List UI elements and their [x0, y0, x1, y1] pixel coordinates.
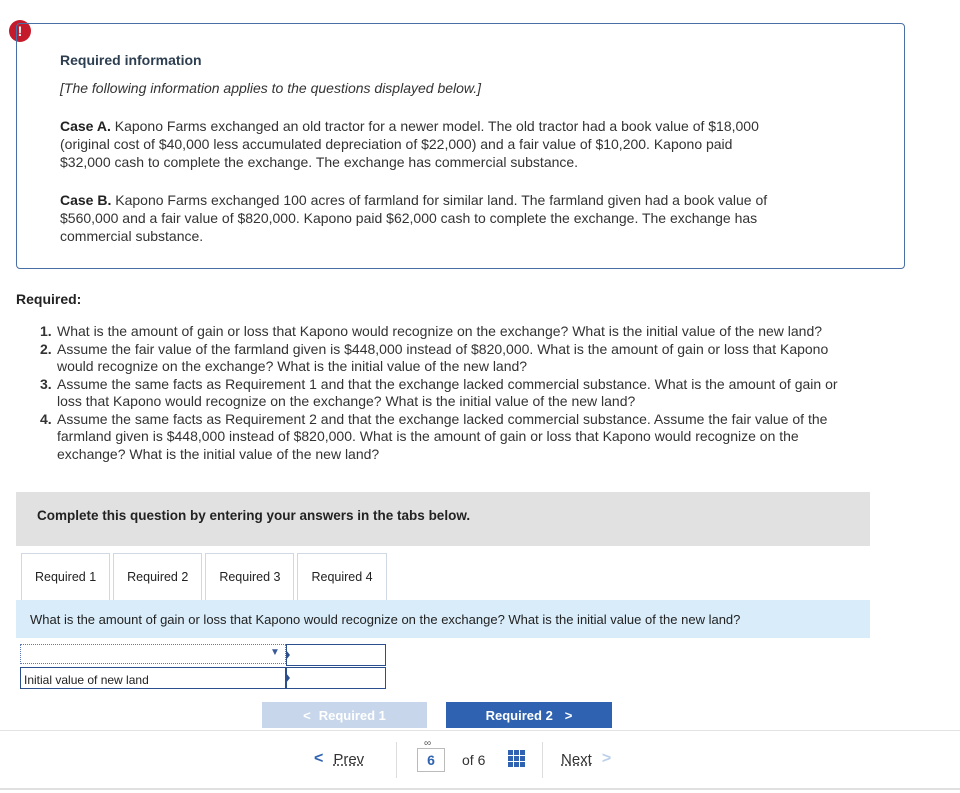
complete-instructions-text: Complete this question by entering your answers in the tabs below.	[37, 508, 471, 523]
case-a	[60, 117, 860, 171]
next-requirement-button[interactable]	[446, 702, 612, 728]
gain-loss-select[interactable]	[20, 644, 286, 664]
alert-icon: !	[9, 20, 31, 42]
case-b	[60, 191, 860, 245]
requirement-number: 2.	[40, 340, 52, 357]
divider	[396, 742, 397, 778]
requirement-number: 3.	[40, 375, 52, 392]
tab-required-2[interactable]: Required 2	[113, 553, 202, 600]
question-text: What is the amount of gain or loss that Kapono would recognize on the exchange? What is the initial value of the new land?	[30, 612, 741, 627]
next-page-link[interactable]	[561, 750, 611, 768]
complete-instructions-bar	[16, 492, 870, 546]
divider	[0, 730, 960, 731]
chevron-left-icon: <	[303, 707, 311, 723]
info-note: [The following information applies to the questions displayed below.]	[60, 80, 482, 96]
requirement-line: What is the amount of gain or loss that Kapono would recognize on the exchange? What is the initial value of the new land?	[57, 323, 823, 339]
case-b-line2: $560,000 and a fair value of $820,000. Kapono paid $62,000 cash to complete the exchange. The exchange has	[60, 210, 758, 226]
chevron-left-icon: <	[314, 750, 324, 767]
requirement-text	[57, 341, 930, 376]
prev-requirement-label: Required 1	[318, 707, 386, 723]
tab-required-4[interactable]: Required 4	[297, 553, 386, 600]
initial-value-label: Initial value of new land	[20, 667, 286, 689]
requirements-list	[40, 323, 930, 463]
requirement-item	[40, 341, 930, 376]
prev-page-label: Prev	[333, 750, 365, 768]
requirement-item	[40, 323, 930, 341]
requirement-number: 4.	[40, 410, 52, 427]
current-page-number[interactable]: 6	[417, 748, 445, 772]
divider	[542, 742, 543, 778]
footer-divider	[0, 788, 960, 790]
prev-requirement-button[interactable]	[262, 702, 427, 728]
requirement-line: farmland given is $448,000 instead of $820,000. What is the amount of gain or loss that Kapono would recognize on the	[57, 428, 799, 444]
requirement-text	[57, 323, 930, 341]
prev-page-link[interactable]	[314, 750, 364, 768]
dropdown-arrow-icon[interactable]: ▼	[270, 647, 280, 658]
case-a-line1: Kapono Farms exchanged an old tractor for a newer model. The old tractor had a book value of $18,000	[114, 118, 759, 134]
requirement-line: Assume the same facts as Requirement 2 and that the exchange lacked commercial substance. Assume the fair value of the	[57, 410, 828, 427]
requirement-line: would recognize on the exchange? What is the initial value of the new land?	[57, 358, 528, 374]
initial-value-input[interactable]	[286, 667, 386, 689]
requirement-line: loss that Kapono would recognize on the exchange? What is the initial value of the new land?	[57, 393, 636, 409]
case-a-line3: $32,000 cash to complete the exchange. The exchange has commercial substance.	[60, 154, 579, 170]
case-b-label: Case B.	[60, 192, 112, 208]
tab-required-1[interactable]: Required 1	[21, 553, 110, 600]
requirement-line: exchange? What is the initial value of the new land?	[57, 445, 380, 462]
case-a-label: Case A.	[60, 118, 111, 134]
link-icon: ∞	[424, 738, 432, 749]
required-information-box	[16, 23, 905, 269]
page-count: of 6	[462, 752, 486, 768]
next-requirement-label: Required 2	[485, 707, 553, 723]
chevron-right-icon: >	[564, 707, 573, 723]
requirement-line: Assume the same facts as Requirement 1 and that the exchange lacked commercial substance. What is the amount of gain or	[57, 375, 838, 392]
requirement-item	[40, 376, 930, 411]
next-page-label: Next	[561, 750, 592, 768]
chevron-right-icon: >	[601, 750, 612, 767]
requirement-line: Assume the fair value of the farmland given is $448,000 instead of $820,000. What is the amount of gain or loss that Kapono	[57, 340, 829, 357]
requirement-text	[57, 376, 930, 411]
requirement-item	[40, 411, 930, 464]
case-a-line2: (original cost of $40,000 less accumulated depreciation of $22,000) and a fair value of $10,200. Kapono paid	[60, 136, 733, 152]
info-title: Required information	[60, 52, 202, 68]
tab-required-3[interactable]: Required 3	[205, 553, 294, 600]
gain-loss-amount-input[interactable]	[286, 644, 386, 666]
question-grid-icon[interactable]	[508, 750, 525, 767]
case-b-line3: commercial substance.	[60, 228, 204, 244]
question-bar	[16, 600, 870, 638]
requirement-number: 1.	[40, 323, 52, 339]
required-title: Required:	[16, 291, 82, 307]
case-b-line1: Kapono Farms exchanged 100 acres of farmland for similar land. The farmland given had a book value of	[115, 192, 768, 208]
requirement-text	[57, 411, 930, 464]
requirement-tabs	[21, 553, 390, 600]
